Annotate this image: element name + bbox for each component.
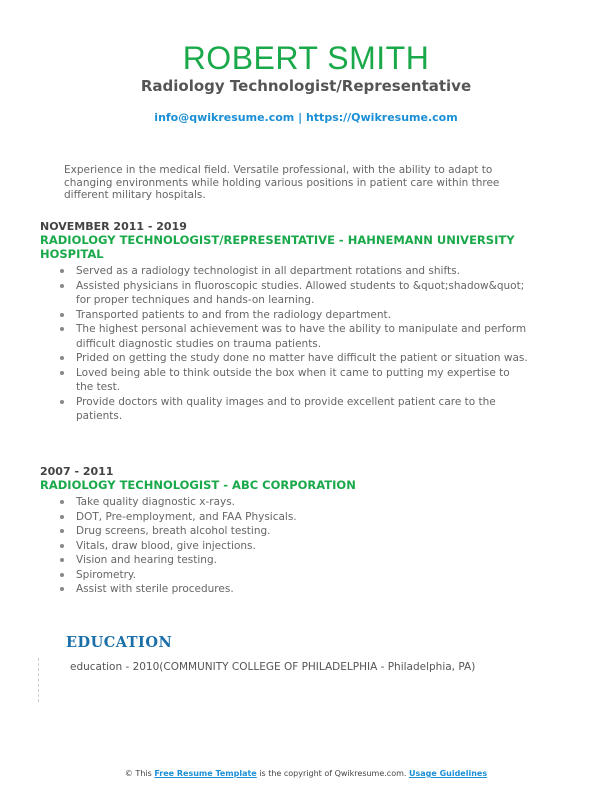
job-bullets	[40, 495, 530, 597]
job-title-heading: Radiology Technologist/Representative	[140, 77, 472, 95]
job-bullet: Loved being able to think outside the box when it came to putting my expertise to the test.	[76, 366, 530, 395]
job-dates: NOVEMBER 2011 - 2019	[40, 220, 187, 233]
job-bullet: Vision and hearing testing.	[76, 553, 530, 568]
footer	[0, 768, 612, 779]
job-position: RADIOLOGY TECHNOLOGIST - ABC CORPORATION	[40, 478, 356, 492]
summary-paragraph: Experience in the medical field. Versatile professional, with the ability to adapt to changing environments while holding various positions in patient care within three different military hospitals.	[64, 164, 500, 201]
contact-line	[0, 111, 612, 125]
job-bullet: Take quality diagnostic x-rays.	[76, 495, 530, 510]
job-bullet: The highest personal achievement was to have the ability to manipulate and perform difficult diagnostic studies on trauma patients.	[76, 322, 530, 351]
email-link[interactable]: info@qwikresume.com	[154, 111, 295, 124]
education-heading: EDUCATION	[66, 634, 173, 651]
job-bullet: Served as a radiology technologist in all department rotations and shifts.	[76, 264, 530, 279]
job-bullet: Provide doctors with quality images and to provide excellent patient care to the patients.	[76, 395, 530, 424]
footer-prefix: © This	[124, 769, 155, 778]
footer-copyright: is the copyright of Qwikresume.com.	[256, 769, 409, 778]
free-template-link[interactable]: Free Resume Template	[154, 769, 257, 778]
job-position: RADIOLOGY TECHNOLOGIST/REPRESENTATIVE - HAHNEMANN UNIVERSITY HOSPITAL	[40, 233, 515, 261]
candidate-name: ROBERT SMITH	[182, 40, 430, 76]
job-bullet: DOT, Pre-employment, and FAA Physicals.	[76, 510, 530, 525]
job-bullet: Assisted physicians in fluoroscopic studies. Allowed students to &quot;shadow&quot; for proper techniques and hands-on learning.	[76, 279, 530, 308]
job-bullet: Drug screens, breath alcohol testing.	[76, 524, 530, 539]
website-link[interactable]: https://Qwikresume.com	[305, 111, 458, 124]
job-bullet: Spirometry.	[76, 568, 530, 583]
job-bullet: Prided on getting the study done no matter have difficult the patient or situation was.	[76, 351, 530, 366]
experience-entry-2	[40, 465, 530, 597]
education-divider	[38, 658, 39, 702]
education-entry: education - 2010(COMMUNITY COLLEGE OF PHILADELPHIA - Philadelphia, PA)	[70, 661, 476, 673]
job-bullets	[40, 264, 530, 424]
experience-entry-1	[40, 220, 530, 424]
job-bullet: Transported patients to and from the radiology department.	[76, 308, 530, 323]
job-bullet: Assist with sterile procedures.	[76, 582, 530, 597]
job-dates: 2007 - 2011	[40, 465, 114, 478]
usage-guidelines-link[interactable]: Usage Guidelines	[408, 769, 488, 778]
contact-separator: |	[294, 111, 306, 124]
job-bullet: Vitals, draw blood, give injections.	[76, 539, 530, 554]
